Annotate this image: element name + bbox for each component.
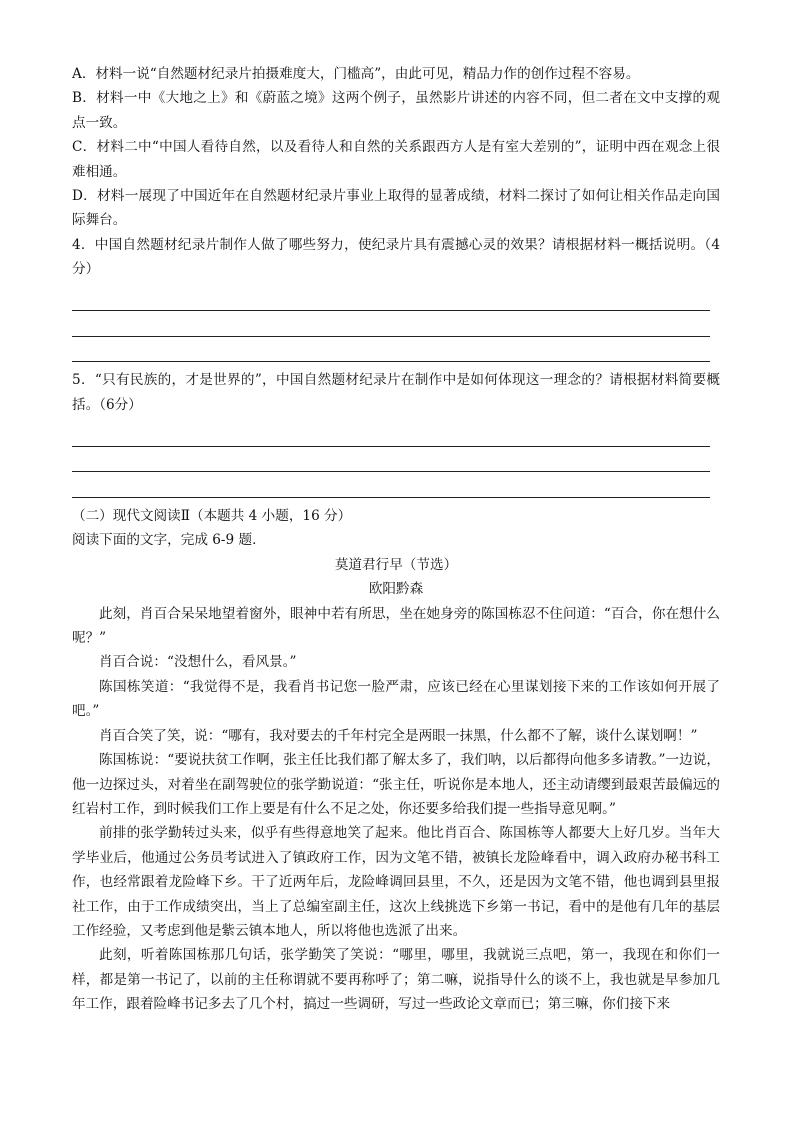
answer-line[interactable] [72,311,710,337]
question-5: 5．“只有民族的，才是世界的”，中国自然题材纪录片在制作中是如何体现这一理念的？请根据材料简要概括。（6分） [72,372,720,413]
answer-line[interactable] [72,286,710,312]
option-b: B．材料一中《大地之上》和《蔚蓝之境》这两个例子，虽然影片讲述的内容不同，但二者在文中支撑的观点一致。 [72,90,720,131]
answer-line[interactable] [72,472,710,498]
passage-paragraph: 前排的张学勤转过头来，似乎有些得意地笑了起来。他比肖百合、陈国栋等人都要大上好几岁。当年大学毕业后，他通过公务员考试进入了镇政府工作，因为文笔不错，被镇长龙险峰看中，调入政府办秘书科工作，也经常跟着龙险峰下乡。干了近两年后，龙险峰调回县里，不久，还是因为文笔不错，他也调到县里报社工作，由于工作成绩突出，当上了总编室副主任，这次上线挑选下乡第一书记，看中的是他有几年的基层工作经验，又考虑到他是紫云镇本地人，所以将他也选派了出来。 [72,825,720,939]
passage-title: 莫道君行早（节选） [334,556,458,573]
answer-area-q4[interactable] [72,286,720,363]
answer-line[interactable] [72,447,710,473]
section-heading: （二）现代文阅读Ⅱ（本题共 4 小题，16 分） [72,508,352,525]
section-instruction: 阅读下面的文字，完成 6-9 题． [72,532,266,549]
passage-paragraph: 肖百合说：“没想什么，看风景。” [99,654,297,671]
exam-page [72,62,720,1017]
option-d: D．材料一展现了中国近年在自然题材纪录片事业上取得的显著成绩，材料二探讨了如何让相关作品走向国际舞台。 [72,188,720,229]
question-4: 4．中国自然题材纪录片制作人做了哪些努力，使纪录片具有震撼心灵的效果？请根据材料一概括说明。（4分） [72,236,720,278]
answer-area-q5[interactable] [72,421,720,498]
answer-line[interactable] [72,337,710,363]
option-a: A．材料一说“自然题材纪录片拍摄难度大，门槛高”，由此可见，精品力作的创作过程不容易。 [72,66,640,82]
passage-author: 欧阳黔森 [368,581,424,598]
option-c: C．材料二中“中国人看待自然，以及看待人和自然的关系跟西方人是有室大差别的”，证明中西在观念上很难相通。 [72,139,720,180]
answer-line[interactable] [72,421,710,447]
passage-paragraph: 此刻，肖百合呆呆地望着窗外，眼神中若有所思，坐在她身旁的陈国栋忍不住问道：“百合，你在想什么呢？” [72,605,720,647]
passage-paragraph: 此刻，听着陈国栋那几句话，张学勤笑了笑说：“哪里，哪里，我就说三点吧，第一，我现在和你们一样，都是第一书记了，以前的主任称谓就不要再称呼了；第二嘛，说指导什么的谈不上，我也就是早参加几年工作，跟着险峰书记多去了几个村，搞过一些调研，写过一些政论文章而已；第三嘛，你们接下来 [72,947,720,1013]
passage-paragraph: 陈国栋说：“要说扶贫工作啊，张主任比我们都了解太多了，我们呐，以后都得向他多多请教。”一边说，他一边探过头，对着坐在副驾驶位的张学勤说道：“张主任，听说你是本地人，还主动请缨到最艰苦最偏远的红岩村工作，到时候我们工作上要是有什么不足之处，你还要多给我们提一些指导意见啊。” [72,752,720,817]
passage-paragraph: 陈国栋笑道：“我觉得不是，我看肖书记您一脸严肃，应该已经在心里谋划接下来的工作该如何开展了吧。” [72,678,720,720]
passage-paragraph: 肖百合笑了笑，说：“哪有，我对要去的千年村完全是两眼一抹黑，什么都不了解，谈什么谋划啊！” [99,727,698,744]
